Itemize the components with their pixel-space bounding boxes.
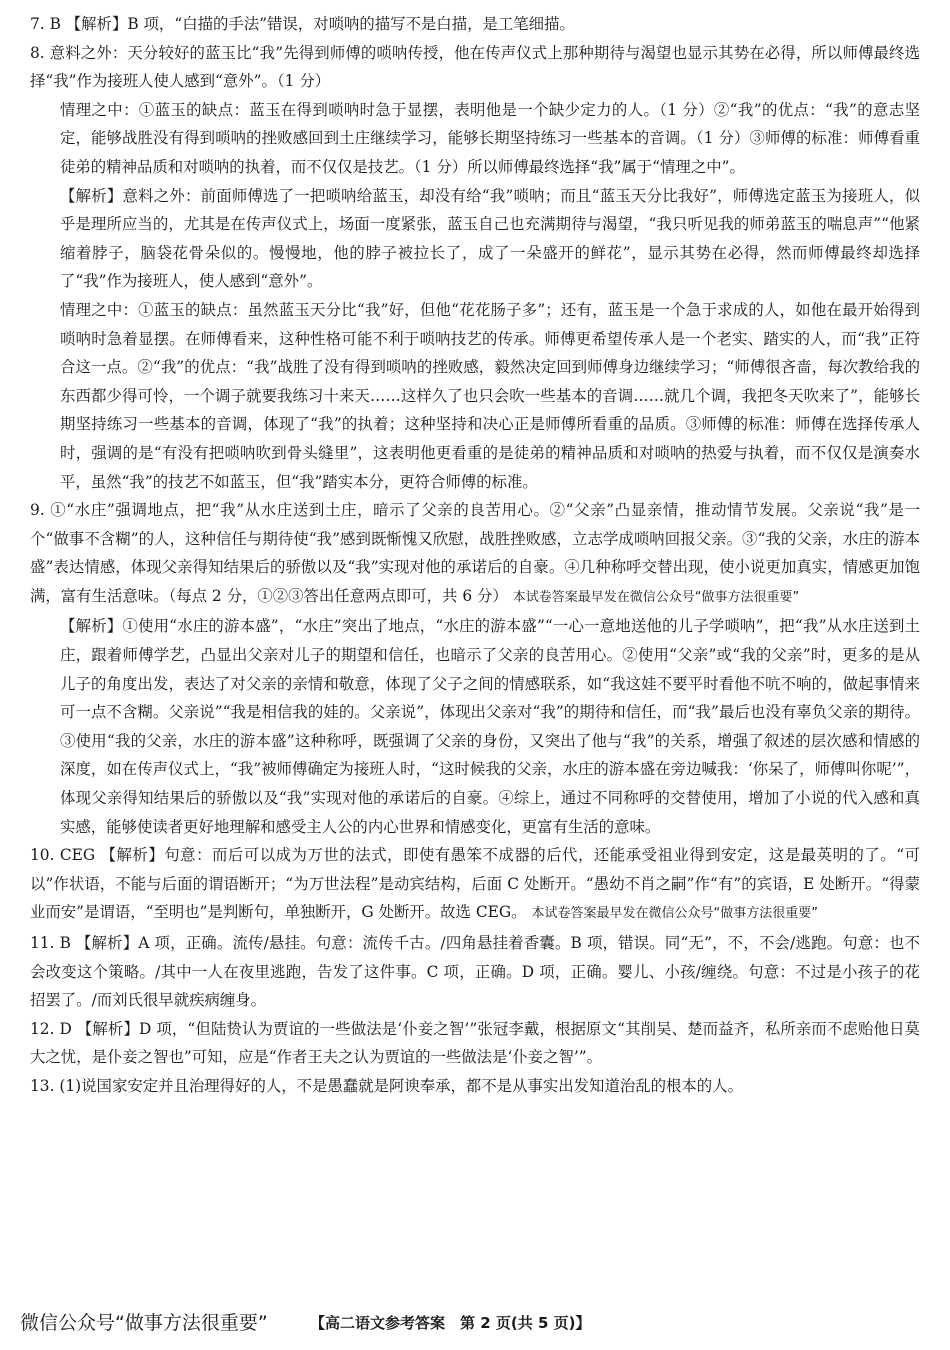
answer-10-text: 10. CEG 【解析】句意：而后可以成为万世的法式，即使有愚笨不成器的后代，还能承受祖业得到安定，这是最英明的了。“可以”作状语，不能与后面的谓语断开；“为万世法程”是动宾结构，后面 C 处断开。“愚幼不肖之嗣”作“有”的宾语，E 处断开。“得蒙业而安”是谓语，“至明也”是判断句，单独断开，G 处断开。故选 CEG。	[30, 846, 920, 922]
answer-13: 13. (1)说国家安定并且治理得好的人，不是愚蠢就是阿谀奉承，都不是从事实出发知道治乱的根本的人。	[30, 1076, 743, 1095]
analysis-9: 【解析】①使用“水庄的游本盛”，“水庄”突出了地点，“水庄的游本盛”“一心一意地送他的儿子学唢呐”，把“我”从水庄送到土庄，跟着师傅学艺，凸显出父亲对儿子的期望和信任，也暗示了父亲的良苦用心。②使用“父亲”或“我的父亲”时，更多的是从儿子的角度出发，表达了对父亲的亲情和敬意，体现了父子之间的情感联系，如“我这娃不要平时看他不吭不响的，做起事情来可一点不含糊。父亲说”“我是相信我的娃的。父亲说”，体现出父亲对“我”的期待和信任，而“我”最后也没有辜负父亲的期待。③使用“我的父亲，水庄的游本盛”这种称呼，既强调了父亲的身份，又突出了他与“我”的关系，增强了叙述的层次感和情感的深度，如在传声仪式上，“我”被师傅确定为接班人时，“这时候我的父亲，水庄的游本盛在旁边喊我：‘你呆了，师傅叫你呢’”，体现父亲得知结果后的骄傲以及“我”实现对他的承诺后的自豪。④综上，通过不同称呼的交替使用，增加了小说的代入感和真实感，能够使读者更好地理解和感受主人公的内心世界和情感变化，更富有生活的意味。	[60, 617, 920, 836]
analysis-8-unexpected: 【解析】意料之外：前面师傅选了一把唢呐给蓝玉，却没有给“我”唢呐；而且“蓝玉天分比我好”，师傅选定蓝玉为接班人，似乎是理所应当的，尤其是在传声仪式上，场面一度紧张，蓝玉自己也充满期待与渴望，“我只听见我的师弟蓝玉的喘息声”“他紧缩着脖子，脑袋花骨朵似的。慢慢地，他的脖子被拉长了，成了一朵盛开的鲜花”，显示其势在必得，然而师傅最终却选择了“我”作为接班人，使人感到“意外”。	[60, 186, 920, 291]
watermark-note: 本试卷答案最早发在微信公众号“做事方法很重要”	[531, 906, 818, 922]
answer-8-reasonable: 情理之中：①蓝玉的缺点：蓝玉在得到唢呐时急于显摆，表明他是一个缺少定力的人。（1 分）②“我”的优点：“我”的意志坚定，能够战胜没有得到唢呐的挫败感回到土庄继续学习，能够长期坚持练习一些基本的音调。（1 分）③师傅的标准：师傅看重徒弟的精神品质和对唢呐的执着，而不仅仅是技艺。（1 分）所以师傅最终选择“我”属于“情理之中”。	[60, 100, 920, 176]
answer-9	[30, 496, 920, 612]
watermark-note: 本试卷答案最早发在微信公众号“做事方法很重要”	[512, 589, 800, 605]
footer-wechat-account: 微信公众号“做事方法很重要”	[20, 1312, 268, 1334]
answer-12: 12. D 【解析】D 项，“但陆贽认为贾谊的一些做法是‘仆妾之智’”张冠李戴，根据原文“其削吴、楚而益齐，私所亲而不虑贻他日莫大之忧，是仆妾之智也”可知，应是“作者王夫之认为贾谊的一些做法是‘仆妾之智’”。	[30, 1019, 920, 1067]
footer-page-info: 【高二语文参考答案 第 2 页(共 5 页)】	[310, 1314, 591, 1332]
answer-8-unexpected: 8. 意料之外：天分较好的蓝玉比“我”先得到师傅的唢呐传授，他在传声仪式上那种期待与渴望也显示其势在必得，所以师傅最终选择“我”作为接班人使人感到“意外”。（1 分）	[30, 43, 920, 91]
page-footer	[0, 1302, 950, 1342]
analysis-8-reasonable: 情理之中：①蓝玉的缺点：虽然蓝玉天分比“我”好，但他“花花肠子多”；还有，蓝玉是一个急于求成的人，如他在最开始得到唢呐时急着显摆。在师傅看来，这种性格可能不利于唢呐技艺的传承。师傅更希望传承人是一个老实、踏实的人，而“我”正符合这一点。②“我”的优点：“我”战胜了没有得到唢呐的挫败感，毅然决定回到师傅身边继续学习；“师傅很吝啬，每次教给我的东西都少得可怜，一个调子就要我练习十来天……这样久了也只会吹一些基本的音调……就几个调，我把冬天吹来了”，能够长期坚持练习一些基本的音调，体现了“我”的执着；这种坚持和决心正是师傅所看重的品质。③师傅的标准：师傅在选择传承人时，强调的是“有没有把唢呐吹到骨头缝里”，这表明他更看重的是徒弟的精神品质和对唢呐的热爱与执着，而不仅仅是演奏水平，虽然“我”的技艺不如蓝玉，但“我”踏实本分，更符合师傅的标准。	[60, 300, 920, 491]
answer-content	[30, 10, 920, 1101]
answer-10	[30, 841, 920, 929]
answer-9-text: 9. ①“水庄”强调地点，把“我”从水庄送到土庄，暗示了父亲的良苦用心。②“父亲”凸显亲情，推动情节发展。父亲说“我”是一个“做事不含糊”的人，这种信任与期待使“我”感到既惭愧又欣慰，战胜挫败感，立志学成唢呐回报父亲。③“我的父亲，水庄的游本盛”表达情感，体现父亲得知结果后的骄傲以及“我”实现对他的承诺后的自豪。④几种称呼交替出现，使小说更加真实，情感更加饱满，富有生活意味。（每点 2 分，①②③答出任意两点即可，共 6 分）	[30, 501, 920, 605]
answer-11: 11. B 【解析】A 项，正确。流传/悬挂。句意：流传千古。/四角悬挂着香囊。B 项，错误。同“无”，不，不会/逃跑。句意：也不会改变这个策略。/其中一人在夜里逃跑，告发了这件事。C 项，正确。D 项，正确。婴儿、小孩/缠绕。句意：不过是小孩子的花招罢了。/而刘氏很早就疾病缠身。	[30, 934, 920, 1010]
answer-7: 7. B 【解析】B 项，“白描的手法”错误，对唢呐的描写不是白描，是工笔细描。	[30, 15, 575, 33]
